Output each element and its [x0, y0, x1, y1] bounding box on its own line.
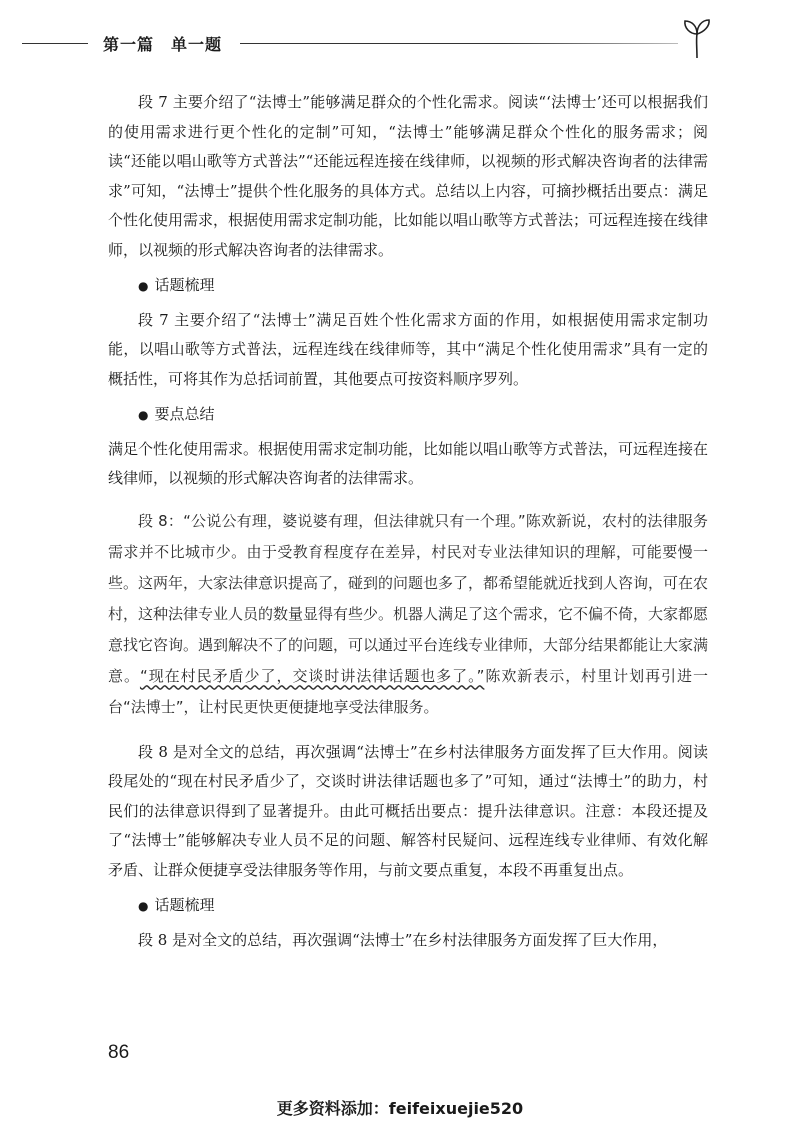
section-heading-topic: ● 话题梳理: [138, 276, 215, 294]
header-rule-right: [240, 43, 678, 44]
source-text-a: 段 8：“公说公有理，婆说婆有理，但法律就只有一个理。”陈欢新说，农村的法律服务需求并不比城市少。由于受教育程度存在差异，村民对专业法律知识的理解，可能要慢一些。这两年，大家法律意识提高了，碰到的问题也多了，都希望能就近找到人咨询，可在农村，这种法律专业人员的数量显得有些少。机器人满足了这个需求，它不偏不倚，大家都愿意找它咨询。遇到解决不了的问题，可以通过平台连线专业律师，大部分结果都能让大家满意。: [108, 511, 709, 685]
section-heading-summary: ● 要点总结: [138, 405, 215, 423]
source-text-b: 陈欢新表示，村里计划再引进一台“法博士”，让村民更快更便捷地享受法律服务。: [108, 666, 708, 716]
bullet-dot-icon: ●: [138, 899, 149, 913]
sprout-icon: [680, 16, 714, 60]
paragraph-8-analysis: 段 8 是对全文的总结，再次强调“法博士”在乡村法律服务方面发挥了巨大作用。阅读段尾处的“现在村民矛盾少了，交谈时讲法律话题也多了”可知，通过“法博士”的助力，村民们的法律意识得到了显著提升。由此可概括出要点：提升法律意识。注意：本段还提及了“法博士”能够解决专业人员不足的问题、解答村民疑问、远程连线专业律师、有效化解矛盾、让群众便捷享受法律服务等作用，与前文要点重复，本段不再重复出点。: [108, 742, 708, 879]
running-header: [0, 28, 800, 58]
watermark-text: 更多资料添加：feifeixuejie520: [276, 1099, 524, 1118]
source-quote-underlined: “现在村民矛盾少了，交谈时讲法律话题也多了。”: [139, 666, 485, 685]
paragraph-8-topic: 段 8 是对全文的总结，再次强调“法博士”在乡村法律服务方面发挥了巨大作用，: [138, 930, 668, 949]
paragraph-7-summary: 满足个性化使用需求。根据使用需求定制功能，比如能以唱山歌等方式普法，可远程连接在线律师，以视频的形式解决咨询者的法律需求。: [108, 439, 709, 487]
bullet-dot-icon: ●: [138, 408, 149, 422]
bullet-dot-icon: ●: [138, 279, 149, 293]
paragraph-7-topic: 段 7 主要介绍了“法博士”满足百姓个性化需求方面的作用，如根据使用需求定制功能，以唱山歌等方式普法，远程连线在线律师等，其中“满足个性化使用需求”具有一定的概括性，可将其作为总括词前置，其他要点可按资料顺序罗列。: [108, 310, 708, 388]
section-heading-topic-2: ● 话题梳理: [138, 896, 215, 914]
page-content: [108, 88, 708, 955]
paragraph-8-source: [108, 506, 708, 723]
paragraph-7-analysis: 段 7 主要介绍了“法博士”能够满足群众的个性化需求。阅读“‘法博士’还可以根据我们的使用需求进行更个性化的定制”可知，“法博士”能够满足群众个性化的服务需求；阅读“还能以唱山歌等方式普法”“还能远程连接在线律师，以视频的形式解决咨询者的法律需求”可知，“法博士”提供个性化服务的具体方式。总结以上内容，可摘抄概括出要点：满足个性化使用需求，根据使用需求定制功能，比如能以唱山歌等方式普法；可远程连接在线律师，以视频的形式解决咨询者的法律需求。: [108, 93, 709, 259]
page-number: 86: [108, 1042, 130, 1063]
header-title: 第一篇 单一题: [103, 35, 223, 54]
header-rule-left: [22, 43, 88, 44]
